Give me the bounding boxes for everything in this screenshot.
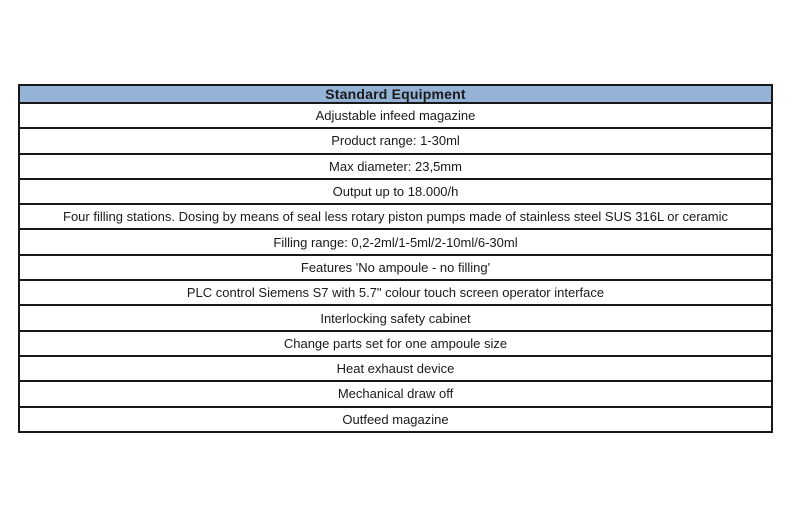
table-cell: Heat exhaust device [19, 356, 772, 381]
table-cell: Max diameter: 23,5mm [19, 154, 772, 179]
table-row [19, 103, 772, 128]
table-header-row [19, 85, 772, 103]
table-cell: Four filling stations. Dosing by means of seal less rotary piston pumps made of stainless steel SUS 316L or ceramic [19, 204, 772, 229]
table-row [19, 331, 772, 356]
table-cell: Features 'No ampoule - no filling' [19, 255, 772, 280]
spec-table [18, 84, 773, 433]
table-row [19, 280, 772, 305]
table-row [19, 204, 772, 229]
table-row [19, 255, 772, 280]
table-cell: Adjustable infeed magazine [19, 103, 772, 128]
table-row [19, 128, 772, 153]
table-row [19, 381, 772, 406]
table-cell: Filling range: 0,2-2ml/1-5ml/2-10ml/6-30ml [19, 229, 772, 254]
table-cell: Mechanical draw off [19, 381, 772, 406]
table-cell: Interlocking safety cabinet [19, 305, 772, 330]
table-header: Standard Equipment [19, 85, 772, 103]
table-cell: Change parts set for one ampoule size [19, 331, 772, 356]
table-row [19, 154, 772, 179]
table-row [19, 229, 772, 254]
table-row [19, 356, 772, 381]
table-row [19, 407, 772, 432]
table-cell: Outfeed magazine [19, 407, 772, 432]
table-row [19, 305, 772, 330]
table-row [19, 179, 772, 204]
table-cell: Output up to 18.000/h [19, 179, 772, 204]
table-cell: Product range: 1-30ml [19, 128, 772, 153]
table-cell: PLC control Siemens S7 with 5.7" colour touch screen operator interface [19, 280, 772, 305]
